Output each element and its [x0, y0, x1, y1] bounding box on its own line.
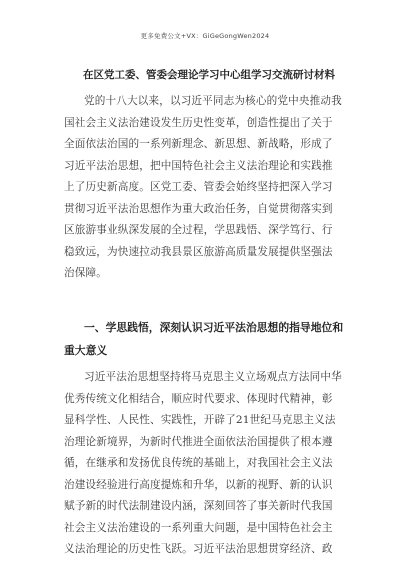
document-title: 在区党工委、管委会理论学习中心组学习交流研讨材料	[83, 69, 335, 81]
paragraph-line: 习近平法治思想，把中国特色社会主义法治理论和实践推	[64, 159, 333, 172]
section-heading-1	[64, 316, 354, 362]
paragraph-line: 稳致远，为快速拉动我县景区旅游高质量发展提供坚强法	[64, 245, 333, 258]
paragraph-line: 治建设经验进行高度提炼和升华，以新的视野、新的认识	[64, 478, 333, 491]
paragraph-line: 社会主义法治建设的一系列重大问题，是中国特色社会主	[64, 521, 333, 534]
section-heading-line: 一、学思践悟，深刻认识习近平法治思想的指导地位和	[84, 321, 344, 334]
paragraph-line: 义法治理论的历史性飞跃。习近平法治思想贯穿经济、政	[64, 543, 333, 555]
paragraph-line: 优秀传统文化相结合，顺应时代要求、体现时代精神，彰	[64, 392, 333, 405]
paragraph-line: 赋予新的时代法制建设内涵，深刻回答了事关新时代我国	[64, 500, 333, 512]
paragraph-line: 区旅游事业纵深发展的全过程，学思践悟、深学笃行、行	[64, 224, 333, 236]
paragraph-line: 治保障。	[64, 267, 107, 279]
section-heading-line: 重大意义	[64, 344, 108, 357]
paragraph-line: 习近平法治思想坚持将马克思主义立场观点方法同中华	[84, 371, 342, 383]
paragraph-line: 上了历史新高度。区党工委、管委会始终坚持把深入学习	[64, 181, 333, 193]
paragraph-line: 显科学性、人民性、实践性，开辟了21世纪马克思主义法	[64, 414, 336, 426]
paragraph-section-1	[64, 367, 354, 561]
paragraph-line: 国社会主义法治建设发生历史性变革，创造性提出了关于	[64, 116, 333, 129]
paragraph-line: 党的十八大以来，以习近平同志为核心的党中央推动我	[84, 95, 342, 107]
paragraph-intro	[64, 91, 354, 285]
paragraph-line: 贯彻习近平法治思想作为重大政治任务，自觉贯彻落实到	[64, 202, 333, 215]
header-note: 更多免费公文+VX：GiGeGongWen2024	[140, 32, 270, 40]
paragraph-line: 全面依法治国的一系列新理念、新思想、新战略，形成了	[64, 138, 333, 150]
paragraph-line: 治理论新境界，为新时代推进全面依法治国提供了根本遵	[64, 435, 333, 448]
paragraph-line: 循，在继承和发扬优良传统的基础上，对我国社会主义法	[64, 457, 333, 469]
